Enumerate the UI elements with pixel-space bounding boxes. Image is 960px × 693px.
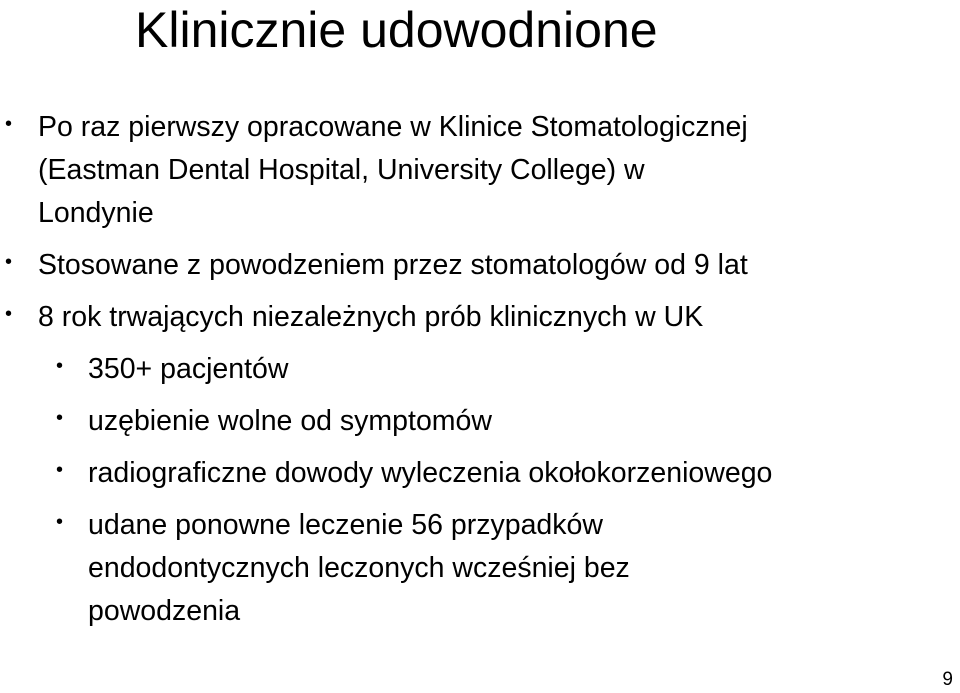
page-number: 9: [942, 669, 953, 690]
sub-bullet-item: [56, 504, 960, 633]
bullet-dot-icon: •: [5, 113, 13, 135]
sub-bullet-item: [56, 400, 960, 443]
bullet-item: [5, 106, 960, 235]
bullet-dot-icon: •: [5, 303, 13, 325]
sub-bullet-item: [56, 452, 960, 495]
bullet-dot-icon: •: [56, 511, 64, 533]
bullet-text-line: Londynie: [38, 197, 154, 229]
sub-bullet-text-line: radiograficzne dowody wyleczenia okołokorzeniowego: [88, 457, 773, 489]
bullet-text-line: 8 rok trwających niezależnych prób klinicznych w UK: [38, 301, 704, 333]
bullet-text-line: Stosowane z powodzeniem przez stomatologów od 9 lat: [38, 249, 748, 281]
bullet-dot-icon: •: [5, 251, 13, 273]
bullet-dot-icon: •: [56, 407, 64, 429]
sub-bullet-text-line: endodontycznych leczonych wcześniej bez: [88, 552, 630, 584]
sub-bullet-text-line: 350+ pacjentów: [88, 353, 289, 385]
bullet-dot-icon: •: [56, 459, 64, 481]
bullet-text-line: (Eastman Dental Hospital, University College) w: [38, 154, 645, 186]
bullet-item: [5, 296, 960, 339]
sub-bullet-text-line: udane ponowne leczenie 56 przypadków: [88, 509, 603, 541]
bullet-dot-icon: •: [56, 355, 64, 377]
slide-title: Klinicznie udowodnione: [135, 2, 658, 58]
bullet-item: [5, 244, 960, 287]
sub-bullet-text-line: uzębienie wolne od symptomów: [88, 405, 492, 437]
sub-bullet-item: [56, 348, 960, 391]
bullet-text-line: Po raz pierwszy opracowane w Klinice Stomatologicznej: [38, 111, 748, 143]
bullet-list: [0, 106, 960, 642]
sub-bullet-text-line: powodzenia: [88, 595, 241, 627]
